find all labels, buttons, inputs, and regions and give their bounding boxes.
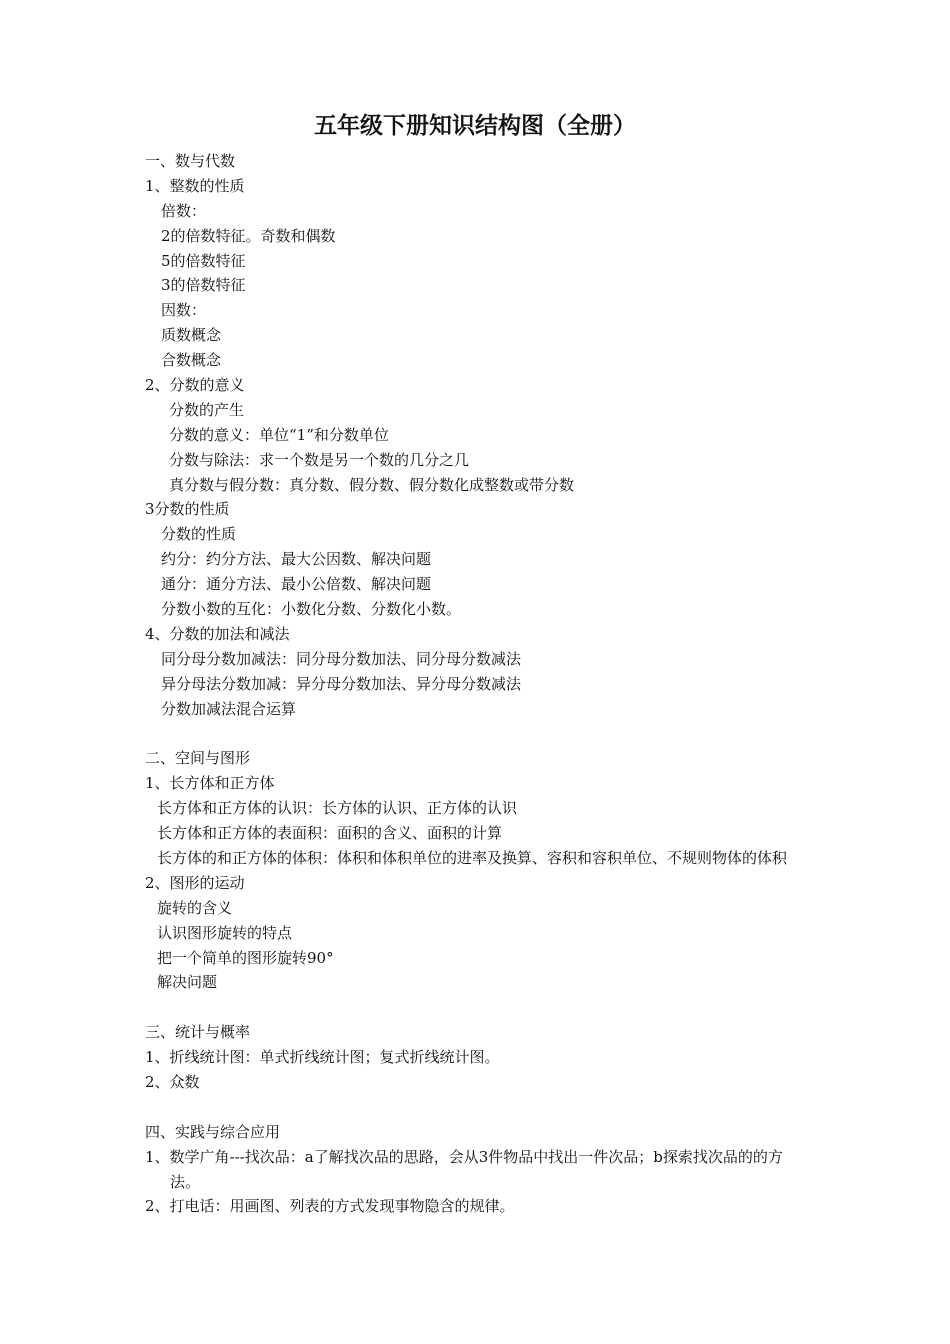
list-item-wrapped: 1、数学广角---找次品：a了解找次品的思路，会从3件物品中找出一件次品；b探索找次品的的方法。 <box>145 1147 783 1191</box>
section-heading-number-algebra: 一、数与代数 <box>145 152 236 170</box>
list-item: 长方体和正方体的表面积：面积的含义、面积的计算 <box>157 824 503 843</box>
list-item: 旋转的含义 <box>157 898 233 917</box>
list-item: 2、众数 <box>145 1072 200 1091</box>
list-item: 分数的产生 <box>169 400 245 419</box>
list-item: 1、折线统计图：单式折线统计图；复式折线统计图。 <box>145 1048 500 1067</box>
list-item: 长方体和正方体的认识：长方体的认识、正方体的认识 <box>157 799 518 818</box>
subsection-heading: 1、整数的性质 <box>145 176 245 195</box>
document-body <box>145 149 810 1219</box>
section-heading-statistics: 三、统计与概率 <box>145 1023 251 1042</box>
section-heading-practice: 四、实践与综合应用 <box>145 1122 281 1141</box>
list-item: 认识图形旋转的特点 <box>157 923 293 942</box>
list-item: 分数小数的互化：小数化分数、分数化小数。 <box>161 600 462 619</box>
list-item: 通分：通分方法、最小公倍数、解决问题 <box>161 575 432 594</box>
spacer <box>145 995 810 1020</box>
list-item: 分数加减法混合运算 <box>161 699 297 718</box>
list-item-wrapped: 长方体的和正方体的体积：体积和体积单位的进率及换算、容积和容积单位、不规则物体的体积 <box>157 848 788 867</box>
subsection-heading: 4、分数的加法和减法 <box>145 624 290 643</box>
list-item: 分数的性质 <box>161 525 237 544</box>
list-item: 2、打电话：用画图、列表的方式发现事物隐含的规律。 <box>145 1197 515 1216</box>
list-item: 合数概念 <box>161 351 222 370</box>
list-item: 异分母法分数加减：异分母分数加法、异分母分数减法 <box>161 674 522 693</box>
list-item: 把一个简单的图形旋转90° <box>157 948 334 967</box>
list-item: 因数： <box>161 301 207 320</box>
list-item: 倍数： <box>161 201 207 220</box>
subsection-heading: 2、图形的运动 <box>145 873 245 892</box>
subsection-heading: 1、长方体和正方体 <box>145 774 275 793</box>
list-item: 质数概念 <box>161 326 222 345</box>
spacer <box>145 1095 810 1120</box>
list-item: 真分数与假分数：真分数、假分数、假分数化成整数或带分数 <box>169 475 575 494</box>
list-item: 解决问题 <box>157 973 218 992</box>
list-item: 3的倍数特征 <box>161 276 246 295</box>
list-item: 2的倍数特征。奇数和偶数 <box>161 226 336 245</box>
spacer <box>145 721 810 746</box>
subsection-heading: 2、分数的意义 <box>145 376 245 395</box>
subsection-heading: 3分数的性质 <box>145 500 230 519</box>
list-item: 分数与除法：求一个数是另一个数的几分之几 <box>169 450 470 469</box>
section-heading-space-shapes: 二、空间与图形 <box>145 749 251 768</box>
list-item: 分数的意义：单位“1”和分数单位 <box>169 425 389 444</box>
list-item: 同分母分数加减法：同分母分数加法、同分母分数减法 <box>161 649 522 668</box>
page-title: 五年级下册知识结构图（全册） <box>314 112 636 139</box>
list-item: 约分：约分方法、最大公因数、解决问题 <box>161 550 432 569</box>
list-item: 5的倍数特征 <box>161 251 246 270</box>
